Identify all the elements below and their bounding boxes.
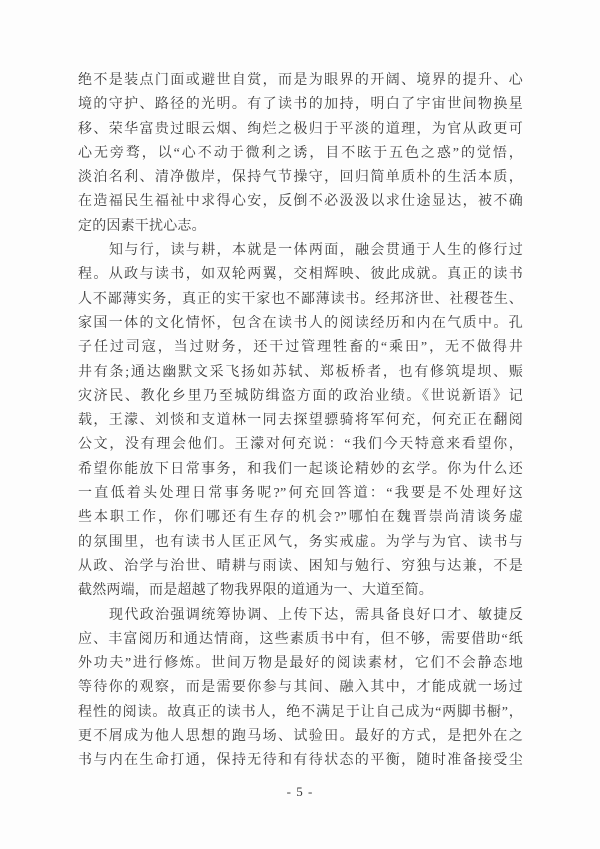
text-line: 程性的阅读。故真正的读书人，绝不满足于让自己成为“两脚书橱”， [78, 704, 523, 720]
document-body [78, 69, 523, 774]
text-line: 灾济民、教化乡里乃至城防缉盗方面的政治业绩。《世说新语》记 [78, 388, 523, 404]
paragraph-2 [78, 239, 523, 603]
text-line: 更不屑成为他人思想的跑马场、试验田。最好的方式，是把外在之 [78, 729, 523, 745]
page-number: - 5 - [286, 784, 314, 799]
text-line: 载，王濛、刘惔和支道林一同去探望骠骑将军何充，何充正在翻阅 [78, 413, 523, 429]
text-line: 境的守护、路径的光明。有了读书的加持，明白了宇宙世间物换星 [78, 97, 523, 113]
text-line: 一直低着头处理日常事务呢?”何充回答道：“我要是不处理好这 [78, 486, 523, 502]
text-line: 子任过司寇，当过财务，还干过管理牲畜的“乘田”，无不做得井 [78, 340, 523, 356]
paragraph-3 [78, 604, 523, 774]
text-line: 截然两端，而是超越了物我界限的道通为一、大道至简。 [78, 583, 433, 599]
text-line: 应、丰富阅历和通达情商，这些素质书中有，但不够，需要借助“纸 [78, 631, 523, 647]
text-line: 书与内在生命打通，保持无待和有待状态的平衡，随时准备接受尘 [78, 753, 523, 769]
paragraph-1 [78, 69, 523, 239]
text-line: 定的因素干扰心志。 [78, 218, 206, 234]
text-line: 程。从政与读书，如双轮两翼，交相辉映、彼此成就。真正的读书 [78, 267, 523, 283]
text-line: 绝不是装点门面或避世自赏，而是为眼界的开阔、境界的提升、心 [78, 73, 523, 88]
text-line: 知与行，读与耕，本就是一体两面，融会贯通于人生的修行过 [109, 243, 523, 259]
text-line: 从政、治学与治世、晴耕与雨读、困知与勉行、穷独与达兼，不是 [78, 558, 523, 574]
text-line: 淡泊名利、清净傲岸，保持气节操守，回归简单质朴的生活本质， [78, 170, 523, 186]
text-line: 在造福民生福祉中求得心安，反倒不必汲汲以求仕途显达，被不确 [78, 194, 523, 210]
text-line: 家国一体的文化情怀，包含在读书人的阅读经历和内在气质中。孔 [78, 315, 523, 331]
text-line: 井有条;通达幽默文采飞扬如苏轼、郑板桥者，也有修筑堤坝、赈 [78, 364, 523, 380]
text-line: 外功夫”进行修炼。世间万物是最好的阅读素材，它们不会静态地 [78, 656, 523, 672]
text-line: 的氛围里，也有读书人匡正风气，务实戒虚。为学与为官、读书与 [78, 534, 523, 550]
text-line: 心无旁骛，以“心不动于微利之诱，目不眩于五色之惑”的觉悟， [78, 145, 523, 161]
text-line: 些本职工作，你们哪还有生存的机会?”哪怕在魏晋崇尚清谈务虚 [78, 510, 523, 526]
text-line: 人不鄙薄实务，真正的实干家也不鄙薄读书。经邦济世、社稷苍生、 [78, 291, 523, 307]
text-line: 现代政治强调统筹协调、上传下达，需具备良好口才、敏捷反 [109, 607, 523, 623]
text-line: 希望你能放下日常事务，和我们一起谈论精妙的玄学。你为什么还 [78, 461, 523, 477]
text-line: 移、荣华富贵过眼云烟、绚烂之极归于平淡的道理，为官从政更可 [78, 121, 523, 137]
text-line: 等待你的观察，而是需要你参与其间、融入其中，才能成就一场过 [78, 680, 523, 696]
text-line: 公文，没有理会他们。王濛对何充说：“我们今天特意来看望你， [78, 437, 523, 453]
